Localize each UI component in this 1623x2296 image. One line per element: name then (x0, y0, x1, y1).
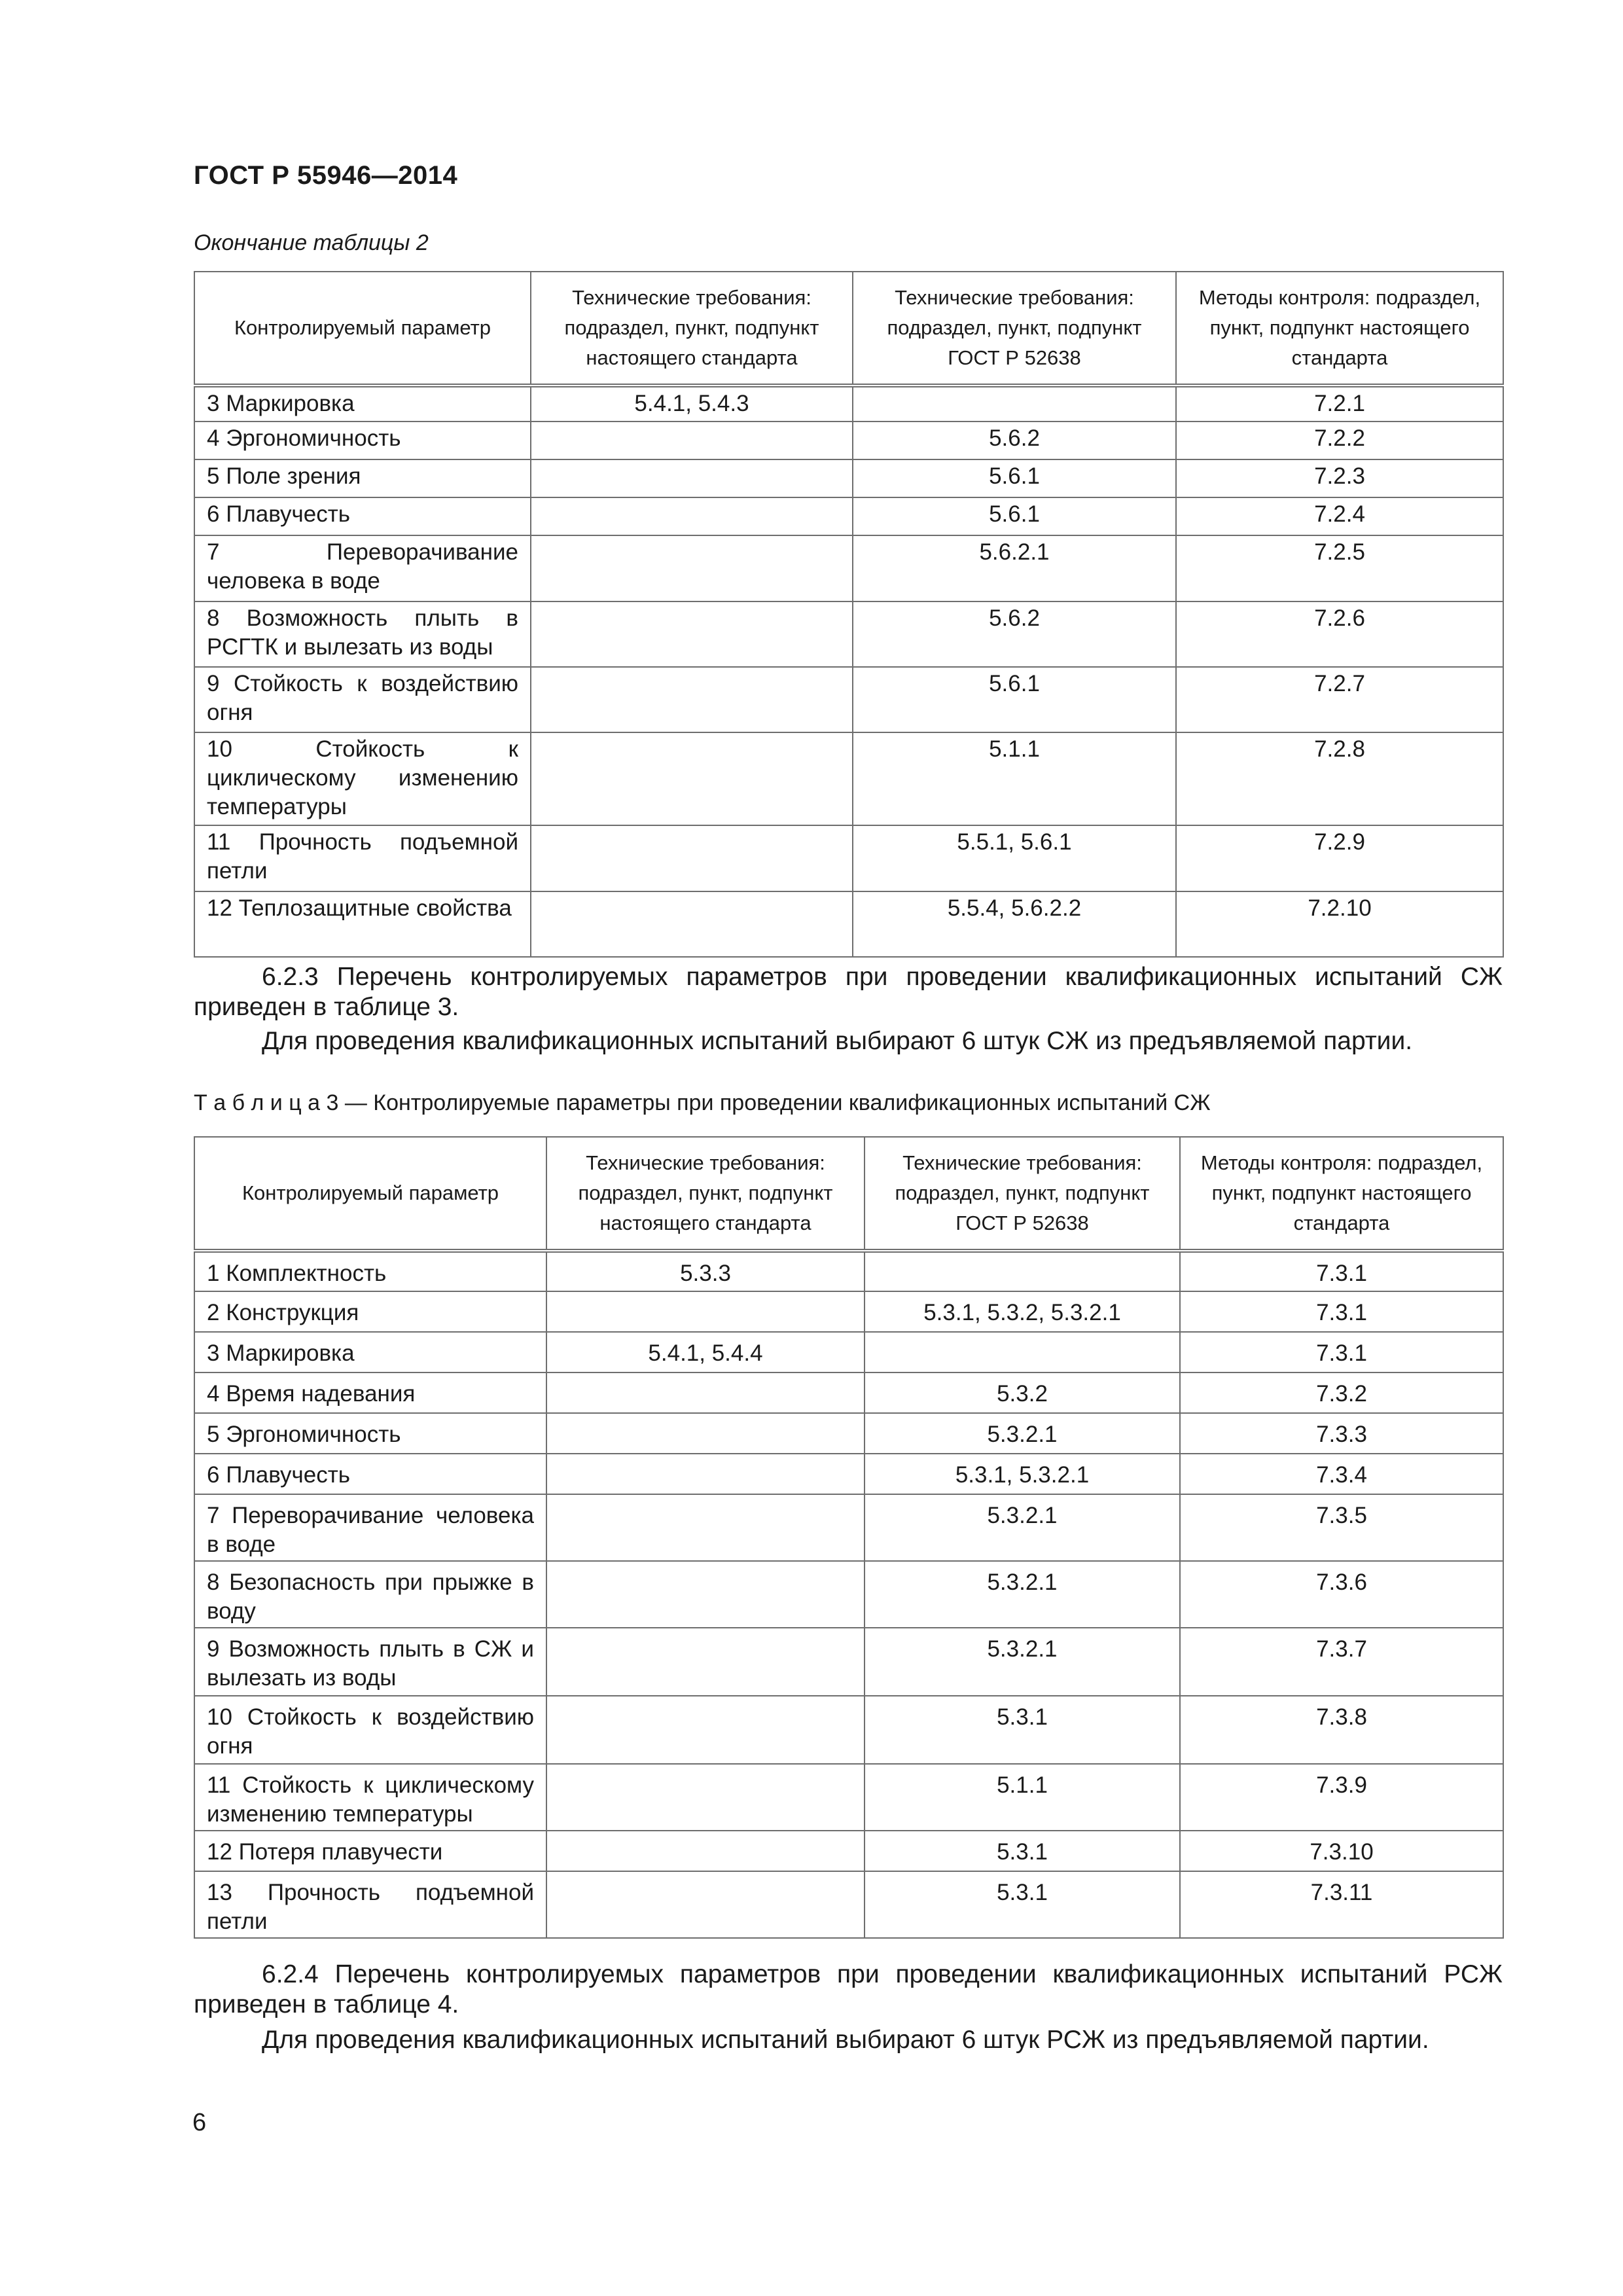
table-cell: 7.3.9 (1180, 1764, 1503, 1831)
table-row (194, 1871, 1503, 1938)
table-cell (546, 1628, 865, 1696)
table-cell: 7.2.9 (1176, 825, 1503, 891)
table-cell: 6 Плавучесть (194, 1454, 546, 1494)
table-cell (531, 891, 853, 957)
column-header: Методы контроля: подраздел, пункт, подпункт настоящего стандарта (1180, 1137, 1503, 1251)
table-cell: 2 Конструкция (194, 1291, 546, 1332)
table-cell: 7.3.10 (1180, 1831, 1503, 1871)
page-number: 6 (192, 2109, 207, 2136)
table-cell: 7.3.8 (1180, 1696, 1503, 1764)
table-cell: 5.3.2.1 (865, 1561, 1180, 1628)
table-cell: 4 Эргономичность (194, 422, 531, 459)
table-cell: 11 Прочность подъемной петли (194, 825, 531, 891)
table-cell: 3 Маркировка (194, 1332, 546, 1372)
table-cell: 7.3.1 (1180, 1332, 1503, 1372)
column-header: Контролируемый параметр (194, 1137, 546, 1251)
table-row (194, 891, 1503, 957)
column-header: Технические требования: подраздел, пункт, подпункт настоящего стандарта (546, 1137, 865, 1251)
table-cell: 5.6.1 (853, 667, 1176, 732)
table-cell (531, 535, 853, 601)
table-3 (194, 1136, 1504, 1939)
paragraph-6-2-4: 6.2.4 Перечень контролируемых параметров при проведении квалификационных испытаний РСЖ приведен в таблице 4. (194, 1960, 1503, 2018)
table-cell: 3 Маркировка (194, 386, 531, 422)
table-cell (546, 1831, 865, 1871)
table-cell (546, 1454, 865, 1494)
table2-continuation-caption: Окончание таблицы 2 (194, 230, 429, 255)
table-cell: 9 Возможность плыть в СЖ и вылезать из воды (194, 1628, 546, 1696)
table-cell: 12 Теплозащитные свойства (194, 891, 531, 957)
table-row (194, 1696, 1503, 1764)
table-cell: 8 Возможность плыть в РСГТК и вылезать из воды (194, 601, 531, 667)
table-header-row (194, 1137, 1503, 1251)
table-cell (531, 497, 853, 535)
table-cell: 7.2.10 (1176, 891, 1503, 957)
table-cell (531, 422, 853, 459)
table-cell: 5.5.4, 5.6.2.2 (853, 891, 1176, 957)
table-cell: 9 Стойкость к воздействию огня (194, 667, 531, 732)
table-row (194, 1372, 1503, 1413)
table-cell: 5.3.3 (546, 1251, 865, 1291)
table-cell: 5.3.2 (865, 1372, 1180, 1413)
table-cell: 12 Потеря плавучести (194, 1831, 546, 1871)
table-cell: 4 Время надевания (194, 1372, 546, 1413)
table-cell: 5.5.1, 5.6.1 (853, 825, 1176, 891)
table-cell (546, 1494, 865, 1561)
column-header: Технические требования: подраздел, пункт, подпункт настоящего стандарта (531, 272, 853, 386)
table-cell: 5.6.2 (853, 422, 1176, 459)
table-cell: 5.1.1 (865, 1764, 1180, 1831)
table-cell: 7.2.8 (1176, 732, 1503, 825)
table-row (194, 1831, 1503, 1871)
table-cell: 10 Стойкость к циклическому изменению температуры (194, 732, 531, 825)
table-cell: 5 Поле зрения (194, 459, 531, 497)
table-row (194, 386, 1503, 422)
table-cell (546, 1561, 865, 1628)
table-cell: 7.3.11 (1180, 1871, 1503, 1938)
table-row (194, 459, 1503, 497)
table-cell: 5 Эргономичность (194, 1413, 546, 1454)
table-cell: 7.2.3 (1176, 459, 1503, 497)
table-cell: 7 Переворачивание человека в воде (194, 535, 531, 601)
table-cell: 11 Стойкость к циклическому изменению температуры (194, 1764, 546, 1831)
table-cell (546, 1291, 865, 1332)
table-row (194, 1561, 1503, 1628)
column-header: Методы контроля: подраздел, пункт, подпункт настоящего стандарта (1176, 272, 1503, 386)
table-cell (546, 1696, 865, 1764)
table3-caption: Т а б л и ц а 3 — Контролируемые параметры при проведении квалификационных испытаний СЖ (194, 1090, 1211, 1115)
paragraph-6-2-3-selection: Для проведения квалификационных испытаний выбирают 6 штук СЖ из предъявляемой партии. (262, 1027, 1413, 1055)
table-2 (194, 271, 1504, 958)
table-cell: 5.3.1 (865, 1831, 1180, 1871)
column-header: Контролируемый параметр (194, 272, 531, 386)
table-cell: 6 Плавучесть (194, 497, 531, 535)
table-cell: 7.3.1 (1180, 1291, 1503, 1332)
table-row (194, 1764, 1503, 1831)
table-cell (865, 1332, 1180, 1372)
table-cell (853, 386, 1176, 422)
table-cell: 7.3.3 (1180, 1413, 1503, 1454)
table-cell: 1 Комплектность (194, 1251, 546, 1291)
table-row (194, 1291, 1503, 1332)
table-cell: 5.3.2.1 (865, 1413, 1180, 1454)
table-cell: 7.2.6 (1176, 601, 1503, 667)
paragraph-6-2-3: 6.2.3 Перечень контролируемых параметров при проведении квалификационных испытаний СЖ приведен в таблице 3. (194, 963, 1503, 1021)
table-cell: 7.3.1 (1180, 1251, 1503, 1291)
table-cell (531, 601, 853, 667)
table-row (194, 1413, 1503, 1454)
paragraph-6-2-4-selection: Для проведения квалификационных испытаний выбирают 6 штук РСЖ из предъявляемой партии. (262, 2026, 1429, 2054)
table-cell: 5.6.1 (853, 459, 1176, 497)
table-cell: 5.3.1, 5.3.2, 5.3.2.1 (865, 1291, 1180, 1332)
table-cell (546, 1413, 865, 1454)
table-cell (531, 459, 853, 497)
table-cell: 5.4.1, 5.4.4 (546, 1332, 865, 1372)
table-cell: 5.3.1 (865, 1871, 1180, 1938)
table-cell: 5.3.2.1 (865, 1494, 1180, 1561)
table-cell: 5.1.1 (853, 732, 1176, 825)
table-row (194, 535, 1503, 601)
table-row (194, 825, 1503, 891)
table-row (194, 497, 1503, 535)
table-cell: 5.6.2 (853, 601, 1176, 667)
table-cell: 7.3.6 (1180, 1561, 1503, 1628)
table-cell (546, 1764, 865, 1831)
table-row (194, 422, 1503, 459)
table-row (194, 601, 1503, 667)
table-cell (531, 732, 853, 825)
table-cell: 7.2.4 (1176, 497, 1503, 535)
table-cell: 8 Безопасность при прыжке в воду (194, 1561, 546, 1628)
table-cell: 7.3.2 (1180, 1372, 1503, 1413)
table-cell: 10 Стойкость к воздействию огня (194, 1696, 546, 1764)
document-header: ГОСТ Р 55946—2014 (194, 161, 458, 190)
table-cell: 5.6.1 (853, 497, 1176, 535)
table-cell: 7.3.4 (1180, 1454, 1503, 1494)
table-cell: 7.3.5 (1180, 1494, 1503, 1561)
table-cell (531, 667, 853, 732)
column-header: Технические требования: подраздел, пункт, подпункт ГОСТ Р 52638 (853, 272, 1176, 386)
table-cell: 5.3.1 (865, 1696, 1180, 1764)
table-cell: 7 Переворачивание человека в воде (194, 1494, 546, 1561)
table-row (194, 667, 1503, 732)
table-row (194, 1494, 1503, 1561)
table-cell: 7.2.2 (1176, 422, 1503, 459)
table-cell: 5.6.2.1 (853, 535, 1176, 601)
table-cell: 7.2.1 (1176, 386, 1503, 422)
table-cell: 13 Прочность подъемной петли (194, 1871, 546, 1938)
table-cell (865, 1251, 1180, 1291)
table-cell: 5.3.2.1 (865, 1628, 1180, 1696)
table-row (194, 1251, 1503, 1291)
table-cell: 5.4.1, 5.4.3 (531, 386, 853, 422)
table-row (194, 1454, 1503, 1494)
table-row (194, 1332, 1503, 1372)
table-row (194, 1628, 1503, 1696)
table-header-row (194, 272, 1503, 386)
table-row (194, 732, 1503, 825)
column-header: Технические требования: подраздел, пункт, подпункт ГОСТ Р 52638 (865, 1137, 1180, 1251)
table-cell: 7.2.5 (1176, 535, 1503, 601)
table-cell: 7.3.7 (1180, 1628, 1503, 1696)
table-cell (546, 1871, 865, 1938)
table-cell: 7.2.7 (1176, 667, 1503, 732)
table-cell (546, 1372, 865, 1413)
table-cell: 5.3.1, 5.3.2.1 (865, 1454, 1180, 1494)
table-cell (531, 825, 853, 891)
